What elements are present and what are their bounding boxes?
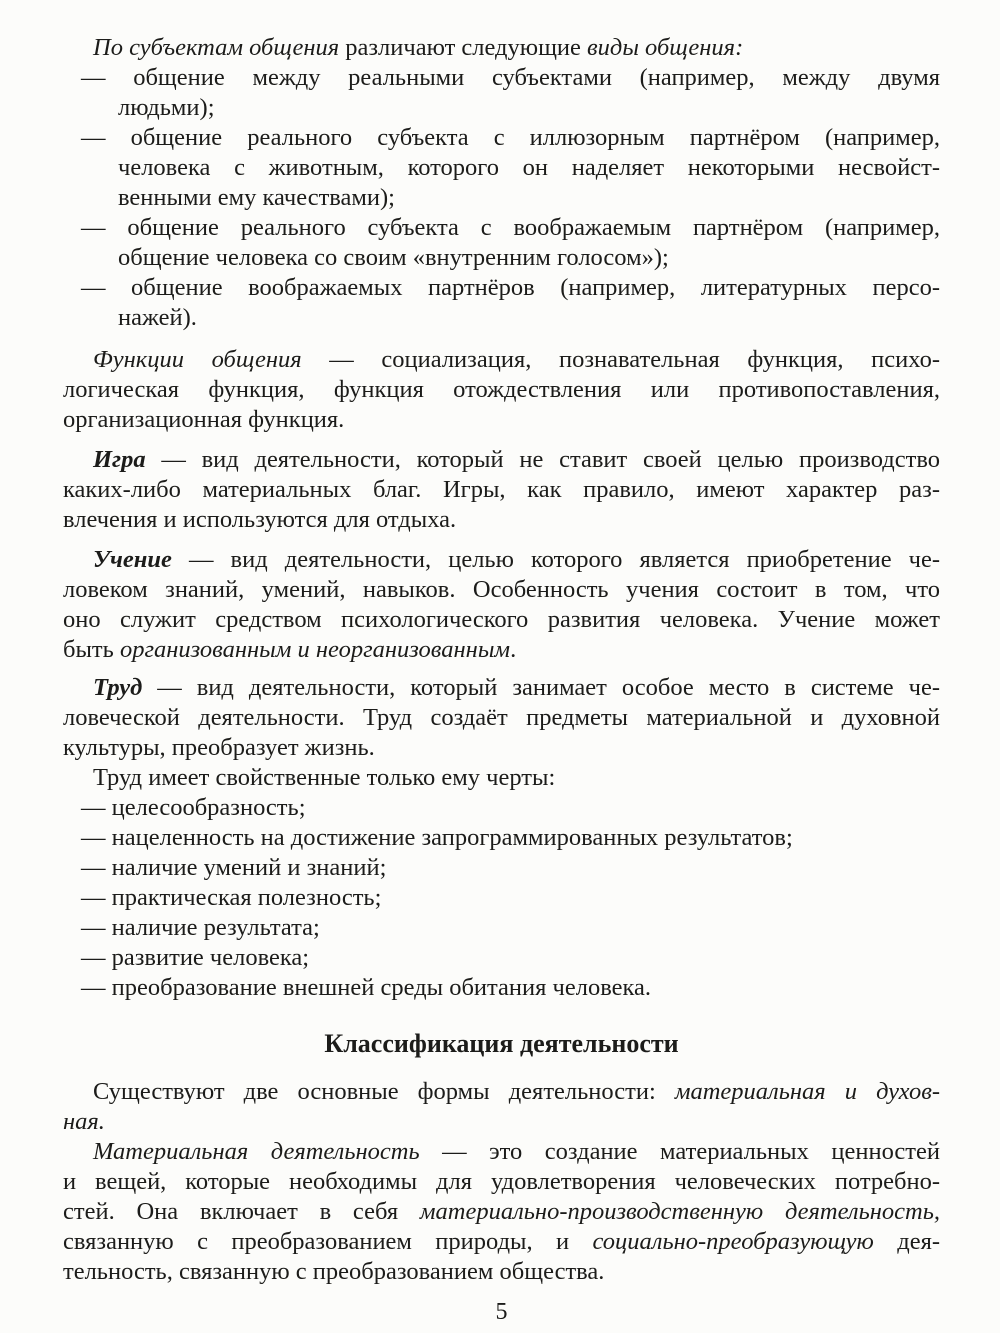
text-line [63,1137,940,1167]
bold-italic-term: Труд [93,674,143,701]
list-item-line: — практическая полезность; [81,884,382,911]
list-item-line: — нацеленность на достижение запрограммированных результатов; [81,824,793,851]
text-line: Труд имеет свойственные только ему черты: [93,764,556,791]
paragraph-labor-definition [63,673,940,763]
paragraph-labor-traits-intro [63,763,940,793]
list-item-line: людьми); [118,94,215,121]
text-line [63,1077,940,1107]
list-communication-kinds [63,63,940,333]
list-item-line: общение человека со своим «внутренним голосом»); [118,244,669,271]
text-segment: — вид деятельности, который занимает особое место в системе че- [142,674,940,701]
text-line: каких-либо материальных благ. Игры, как правило, имеют характер раз- [63,476,940,503]
italic-term: виды общения: [587,34,744,61]
bold-italic-term: Игра [93,446,146,473]
text-line: организационная функция. [63,406,345,433]
italic-term: материально-производственную деятельность, [419,1198,940,1225]
italic-term: социально-преобразующую [592,1228,874,1255]
text-line: и вещей, которые необходимы для удовлетворения человеческих потребно- [63,1168,940,1195]
list-item-line: нажей). [118,304,197,331]
bold-italic-term: Учение [93,546,172,573]
text-line: оно служит средством психологического развития человека. Учение может [63,606,940,633]
text-line [63,635,940,665]
text-line: ловеком знаний, умений, навыков. Особенность учения состоит в том, что [63,576,940,603]
list-item-line: — целесообразность; [81,794,306,821]
italic-term: Функции общения [93,346,302,373]
list-item-line: — общение реального субъекта с воображаемым партнёром (например, [81,214,940,241]
text-segment: — вид деятельности, который не ставит своей целью производство [145,446,940,473]
text-line [63,445,940,475]
list-item-line: — общение между реальными субъектами (например, между двумя [81,64,940,91]
text-line [63,545,940,575]
text-line: ловеческой деятельности. Труд создаёт предметы материальной и духовной [63,704,940,731]
text-segment: различают следующие [339,34,588,61]
text-line [63,33,940,63]
text-segment: — социализация, познавательная функция, психо- [301,346,940,373]
list-item-line: — развитие человека; [81,944,310,971]
text-segment: стей. Она включает в себя [63,1198,420,1225]
paragraph-activity-forms [63,1077,940,1137]
text-segment: связанную с преобразованием природы, и [63,1228,593,1255]
list-item-line: — общение реального субъекта с иллюзорным партнёром (например, [81,124,940,151]
text-segment: — это создание материальных ценностей [419,1138,940,1165]
italic-term: ная. [63,1108,105,1135]
italic-term: По субъектам общения [93,34,340,61]
text-line [63,1227,940,1257]
italic-term: организованным и неорганизованным [119,636,511,663]
list-item-line: человека с животным, которого он наделяет некоторыми несвойст- [118,154,940,181]
list-item-line: — преобразование внешней среды обитания человека. [81,974,652,1001]
paragraph-learning-definition [63,545,940,665]
text-line: логическая функция, функция отождествления или противопоставления, [63,376,940,403]
list-labor-traits [63,793,940,1003]
italic-term: Материальная деятельность [93,1138,420,1165]
text-line: тельность, связанную с преобразованием общества. [63,1258,605,1285]
list-item-line: — наличие умений и знаний; [81,854,387,881]
text-segment: . [510,636,517,663]
paragraph-communication-functions [63,345,940,435]
text-line: культуры, преобразует жизнь. [63,734,375,761]
text-line [63,1197,940,1227]
text-segment: быть [63,636,120,663]
text-line: влечения и используются для отдыха. [63,506,457,533]
text-segment: Существуют две основные формы деятельности: [93,1078,675,1105]
text-segment: дея- [873,1228,940,1255]
section-heading-activity-classification: Классификация деятельности [324,1029,679,1058]
list-item-line: — наличие результата; [81,914,320,941]
list-item-line: венными ему качествами); [118,184,395,211]
text-line [63,345,940,375]
paragraph-game-definition [63,445,940,535]
text-segment: — вид деятельности, целью которого является приобретение че- [171,546,940,573]
text-line [63,1107,940,1137]
italic-term: материальная и духов- [674,1078,940,1105]
paragraph-material-activity [63,1137,940,1287]
page-number: 5 [495,1299,508,1325]
text-line [63,673,940,703]
paragraph-communication-subjects [63,33,940,63]
list-item-line: — общение воображаемых партнёров (например, литературных персо- [81,274,940,301]
